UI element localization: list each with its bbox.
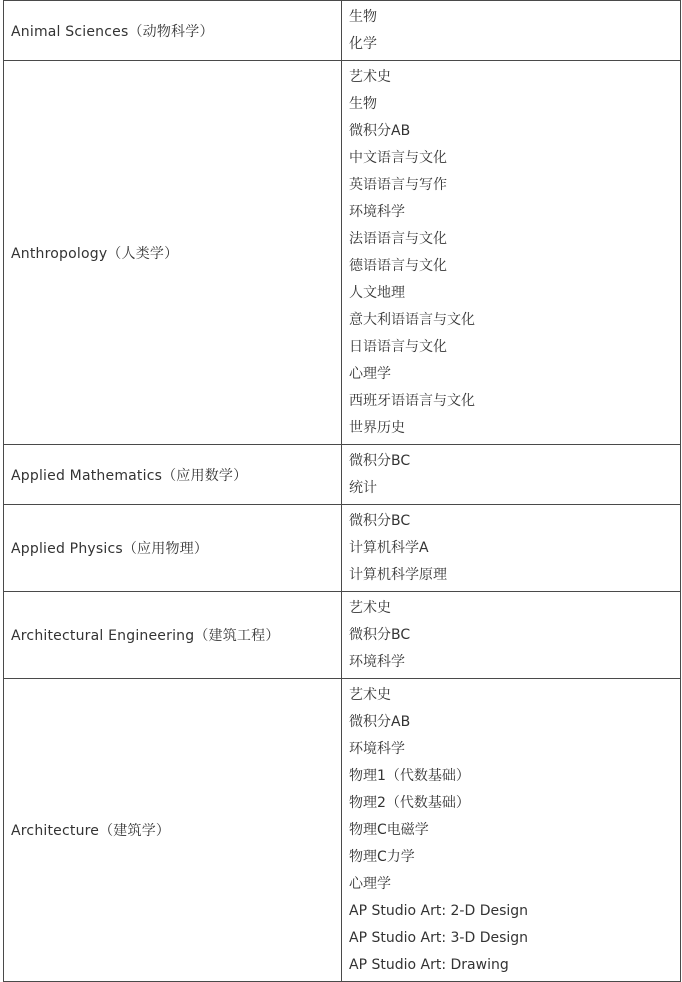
majors-table	[3, 0, 681, 982]
course-item: 心理学	[349, 876, 391, 892]
course-item: 物理2（代数基础）	[349, 795, 470, 811]
course-list	[342, 592, 681, 678]
course-item: 计算机科学A	[349, 540, 429, 556]
course-item: 生物	[349, 9, 377, 25]
course-list	[342, 1, 681, 60]
course-item: 环境科学	[349, 204, 405, 220]
table-row	[4, 592, 681, 679]
major-name: Anthropology（人类学）	[4, 61, 342, 444]
course-item: 心理学	[349, 366, 391, 382]
course-item: 中文语言与文化	[349, 150, 447, 166]
course-item: 英语语言与写作	[349, 177, 447, 193]
course-item: 微积分BC	[349, 627, 411, 643]
course-item: 物理1（代数基础）	[349, 768, 470, 784]
course-item: 环境科学	[349, 654, 405, 670]
course-item: 人文地理	[349, 285, 405, 301]
major-name: Applied Physics（应用物理）	[4, 505, 342, 591]
table-row	[4, 679, 681, 982]
course-list	[342, 445, 681, 504]
major-name: Architectural Engineering（建筑工程）	[4, 592, 342, 678]
course-item: 计算机科学原理	[349, 567, 447, 583]
course-item: 日语语言与文化	[349, 339, 447, 355]
course-item: 德语语言与文化	[349, 258, 447, 274]
table-row	[4, 445, 681, 505]
course-item: 艺术史	[349, 687, 391, 703]
course-item: 西班牙语语言与文化	[349, 393, 475, 409]
course-item: AP Studio Art: 3-D Design	[349, 930, 529, 946]
table-row	[4, 1, 681, 61]
course-item: 意大利语语言与文化	[349, 312, 475, 328]
table-row	[4, 505, 681, 592]
course-item: 艺术史	[349, 600, 391, 616]
major-name: Applied Mathematics（应用数学）	[4, 445, 342, 504]
major-name: Architecture（建筑学）	[4, 679, 342, 981]
course-item: 微积分AB	[349, 123, 411, 139]
course-list	[342, 679, 681, 981]
table-row	[4, 61, 681, 445]
course-item: 微积分BC	[349, 513, 411, 529]
course-item: 化学	[349, 36, 377, 52]
major-name: Animal Sciences（动物科学）	[4, 1, 342, 60]
course-item: 物理C力学	[349, 849, 415, 865]
course-item: AP Studio Art: 2-D Design	[349, 903, 529, 919]
course-item: AP Studio Art: Drawing	[349, 957, 509, 973]
course-list	[342, 61, 681, 444]
course-item: 物理C电磁学	[349, 822, 429, 838]
course-item: 微积分BC	[349, 453, 411, 469]
course-item: 艺术史	[349, 69, 391, 85]
course-item: 生物	[349, 96, 377, 112]
course-list	[342, 505, 681, 591]
course-item: 环境科学	[349, 741, 405, 757]
course-item: 法语语言与文化	[349, 231, 447, 247]
course-item: 世界历史	[349, 420, 405, 436]
course-item: 微积分AB	[349, 714, 411, 730]
course-item: 统计	[349, 480, 377, 496]
